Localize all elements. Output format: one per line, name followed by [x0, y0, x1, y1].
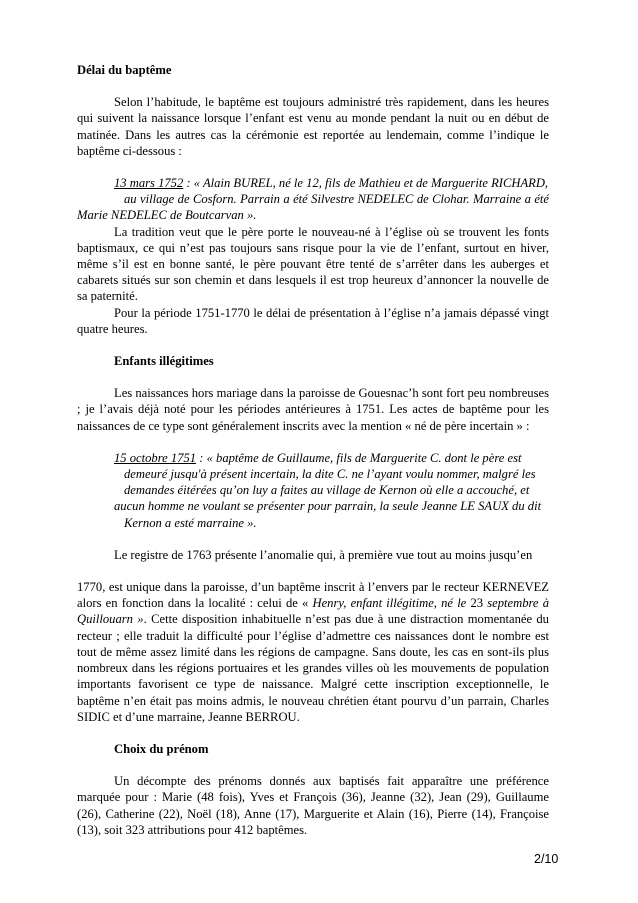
paragraph: Les naissances hors mariage dans la paroisse de Gouesnac’h sont fort peu nombreuses ; je l’avais déjà noté pour les périodes antérieures à 1751. Les actes de baptême pour les naissances de ce type sont généralement inscrits avec la mention « né de père incertain » : [77, 386, 549, 433]
quote-date: 13 mars 1752 [114, 176, 184, 191]
document-page [77, 62, 549, 838]
baptism-quote-1-cont: au village de Cosforn. Parrain a été Silvestre NEDELEC de Clohar. Marraine a été Marie NEDELEC de Boutcarvan ». [77, 192, 549, 223]
quote-line: 15 octobre 1751 : « baptême de Guillaume, fils de Marguerite C. dont le père est [114, 450, 522, 465]
section-title-prenom: Choix du prénom [114, 741, 209, 756]
quote-date: 15 octobre 1751 [114, 450, 197, 465]
quote-text: : « Alain BUREL, né le 12, fils de Mathieu et de Marguerite RICHARD, [183, 176, 549, 191]
page-number: 2/10 [534, 852, 559, 866]
section-title-illegitimes: Enfants illégitimes [114, 354, 214, 369]
quote-line: aucun homme ne voulant se présenter pour parrain, la seule Jeanne LE SAUX du dit [114, 499, 542, 514]
paragraph: Pour la période 1751-1770 le délai de présentation à l’église n’a jamais dépassé vingt quatre heures. [77, 305, 549, 336]
baptism-quote-1 [77, 175, 549, 191]
quote-line: Kernon a esté marraine ». [124, 515, 257, 530]
paragraph: La tradition veut que le père porte le nouveau-né à l’église où se trouvent les fonts baptismaux, ce qui n’est pas toujours sans risque pour la vie de l’enfant, surtout en hiver, même s’il est en bonne santé, le père pouvant être tenté de s’arrêter dans les auberges et cabarets situés sur son chemin et dans lesquels il est trop heureux d’annoncer la nouvelle de sa paternité. [77, 224, 549, 304]
paragraph: Le registre de 1763 présente l’anomalie qui, à première vue tout au moins jusqu’en [114, 547, 533, 562]
paragraph: Selon l’habitude, le baptême est toujours administré très rapidement, dans les heures qui suivent la naissance lorsque l’enfant est venu au monde pendant la nuit ou en début de matinée. Dans les autres cas la cérémonie est reportée au lendemain, comme l’indique le baptême ci-dessous : [77, 95, 549, 158]
section-title-delai: Délai du baptême [77, 63, 172, 77]
paragraph: Un décompte des prénoms donnés aux baptisés fait apparaître une préférence marquée pour : Marie (48 fois), Yves et François (36), Jeanne (32), Jean (29), Guillaume (26), Catherine (22), Noël (18), Anne (17), Marguerite et Alain (16), Pierre (14), Françoise (13), soit 323 attributions pour 412 baptêmes. [77, 774, 549, 837]
baptism-quote-2 [77, 450, 549, 531]
paragraph: 1770, est unique dans la paroisse, d’un baptême inscrit à l’envers par le recteur KERNEVEZ alors en fonction dans la localité : celui de « Henry, enfant illégitime, né le 23 septembre à Quillouarn ». Cette disposition inhabituelle n’est pas due à une distraction momentanée du recteur ; elle traduit la difficulté pour l’église d’admettre ces naissances dont le nombre est tout de même assez limité dans les régions de campagne. Sans doute, les cas en sont-ils plus nombreux dans les régions portuaires et les grandes villes où les mouvements de population importants favorisent ce type de naissance. Malgré cette inscription exceptionnelle, le baptême n’en était pas moins admis, le nouveau chrétien étant pourvu d’un parrain, Charles SIDIC et d’une marraine, Jeanne BERROU. [77, 580, 549, 724]
quote-line: demeuré jusqu'à présent incertain, la dite C. ne l’ayant voulu nommer, malgré les [124, 467, 536, 482]
quote-line: demandes éitérées qu’on luy a faites au village de Kernon où elle a accouché, et [124, 483, 530, 498]
